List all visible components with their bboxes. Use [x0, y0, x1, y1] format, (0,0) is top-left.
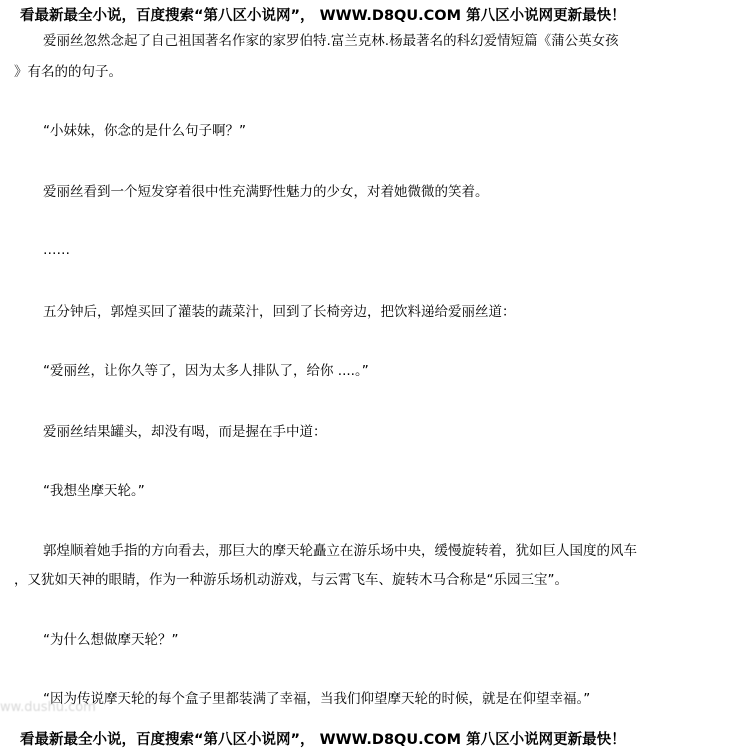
- site-banner-bottom: 看最新最全小说，百度搜索“第八区小说网”， WWW.D8QU.COM 第八区小说网更新最快！: [20, 732, 626, 748]
- paragraph-line: 爱丽丝看到一个短发穿着很中性充满野性魅力的少女，对着她微微的笑着。: [43, 184, 489, 200]
- paragraph-line: “我想坐摩天轮。”: [43, 483, 145, 499]
- paragraph-line: “小妹妹，你念的是什么句子啊？”: [43, 123, 246, 139]
- paragraph-line: 爱丽丝忽然念起了自己祖国著名作家的家罗伯特.富兰克林.杨最著名的科幻爱情短篇《蒲公英女孩: [43, 33, 619, 49]
- paragraph-line: “爱丽丝，让你久等了，因为太多人排队了，给你 ....。”: [43, 363, 369, 379]
- paragraph-line: 五分钟后，郭煌买回了灌装的蔬菜汁，回到了长椅旁边，把饮料递给爱丽丝道：: [43, 304, 516, 320]
- paragraph-line: “为什么想做摩天轮？”: [43, 632, 179, 648]
- site-banner-top: 看最新最全小说，百度搜索“第八区小说网”， WWW.D8QU.COM 第八区小说网更新最快！: [20, 8, 626, 24]
- paragraph-line: 郭煌顺着她手指的方向看去，那巨大的摩天轮矗立在游乐场中央，缓慢旋转着，犹如巨人国度的风车: [43, 543, 637, 559]
- paragraph-line: ……: [43, 242, 70, 258]
- paragraph-line: ，又犹如天神的眼睛，作为一种游乐场机动游戏，与云霄飞车、旋转木马合称是“乐园三宝”。: [14, 572, 568, 588]
- paragraph-line: “因为传说摩天轮的每个盒子里都装满了幸福，当我们仰望摩天轮的时候，就是在仰望幸福。”: [43, 691, 591, 707]
- watermark: ww.dushu.com: [0, 700, 96, 715]
- paragraph-line: 爱丽丝结果罐头，却没有喝，而是握在手中道：: [43, 424, 327, 440]
- paragraph-line: 》有名的的句子。: [14, 64, 122, 80]
